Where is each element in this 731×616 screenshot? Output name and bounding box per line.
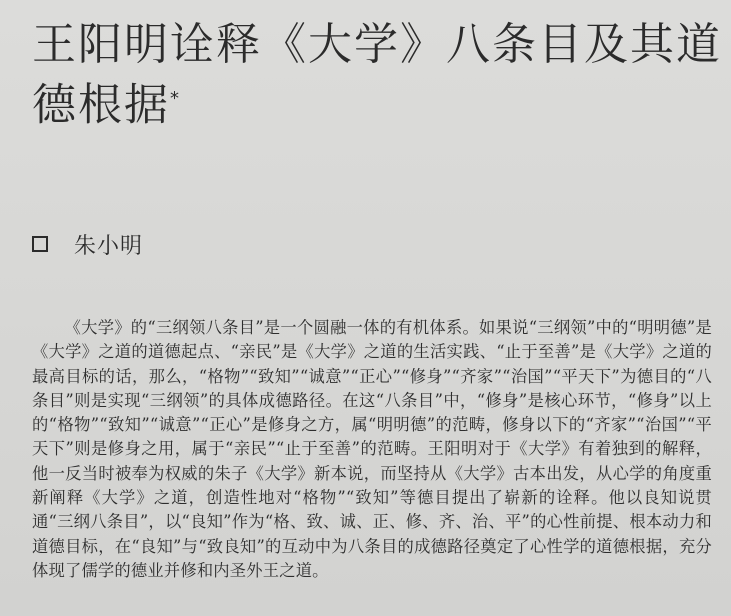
footnote-mark: * [170,88,179,109]
author-name: 朱小明 [74,233,144,259]
body-paragraph: 《大学》的“三纲领八条目”是一个圆融一体的有机体系。如果说“三纲领”中的“明明德”是《大学》之道的道德起点、“亲民”是《大学》之道的生活实践、“止于至善”是《大学》之道的最高目标的话，那么，“格物”“致知”“诚意”“正心”“修身”“齐家”“治国”“平天下”为德目的“八条目”则是实现“三纲领”的具体成德路径。在这“八条目”中，“修身”是核心环节，“修身”以上的“格物”“致知”“诚意”“正心”是修身之方，属“明明德”的范畴，修身以下的“齐家”“治国”“平天下”则是修身之用，属于“亲民”“止于至善”的范畴。王阳明对于《大学》有着独到的解释，他一反当时被奉为权威的朱子《大学》新本说，而坚持从《大学》古本出发，从心学的角度重新阐释《大学》之道，创造性地对“格物”“致知”等德目提出了崭新的诠释。他以良知说贯通“三纲八条目”，以“良知”作为“格、致、诚、正、修、齐、治、平”的心性前提、根本动力和道德目标，在“良知”与“致良知”的互动中为八条目的成德路径奠定了心性学的道德根据，充分体现了儒学的德业并修和内圣外王之道。 [32,318,712,580]
article-title [32,18,722,133]
author-line [32,228,143,260]
author-square-icon [32,236,48,252]
article-body [32,316,712,612]
article-title-text: 王阳明诠释《大学》八条目及其道德根据 [32,19,722,131]
